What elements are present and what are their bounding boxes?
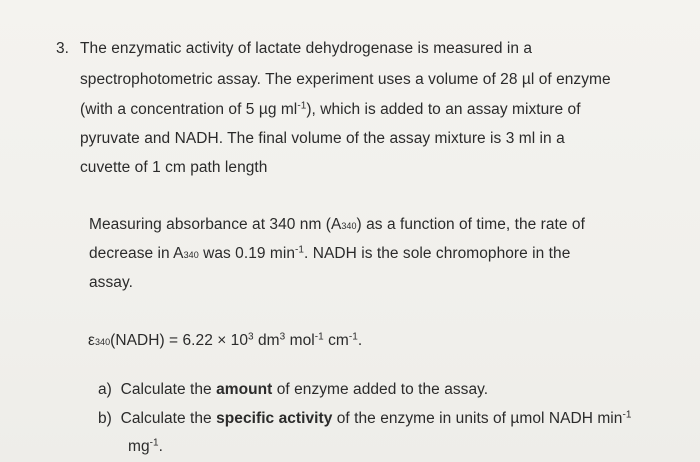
eq-a: (NADH) = 6.22 × 10 <box>110 332 249 349</box>
para1-line3 <box>80 101 581 119</box>
eq-d: cm <box>323 332 349 349</box>
para1-line3-sup: -1 <box>297 100 307 112</box>
question-number: 3. <box>56 40 69 57</box>
part-b-label: b) <box>98 410 112 427</box>
eq-sup1: 3 <box>248 331 254 343</box>
eq-c: mol <box>285 332 315 349</box>
eq-sup3: -1 <box>314 331 324 343</box>
part-b-cont-sup: -1 <box>149 437 159 449</box>
part-a-bold: amount <box>216 381 273 398</box>
para1-line1: The enzymatic activity of lactate dehydrogenase is measured in a <box>80 40 533 57</box>
eq-b: dm <box>253 332 280 349</box>
eq-sup2: 3 <box>279 331 286 343</box>
para2-line2-sup: -1 <box>295 244 305 256</box>
para2-line1-b: ) as a function of time, the rate of <box>356 216 585 233</box>
eq-epsilon: ε <box>88 332 95 349</box>
para2-line1-a: Measuring absorbance at 340 nm (A <box>89 216 342 233</box>
part-b <box>98 410 631 428</box>
part-a-label: a) <box>98 381 112 398</box>
para1-line4: pyruvate and NADH. The final volume of the assay mixture is 3 ml in a <box>80 130 565 147</box>
para2-line3: assay. <box>89 274 133 291</box>
eq-epsilon-sub: 340 <box>94 337 111 347</box>
part-a <box>98 381 488 399</box>
eq-sup4: -1 <box>348 331 358 343</box>
para2-line2 <box>89 245 570 263</box>
para2-line2-c: . NADH is the sole chromophore in the <box>304 245 571 262</box>
part-b-continuation <box>128 438 163 456</box>
part-b-post: of the enzyme in units of µmol NADH min <box>332 410 623 427</box>
para1-line2: spectrophotometric assay. The experiment uses a volume of 28 µl of enzyme <box>80 71 611 88</box>
part-a-post: of enzyme added to the assay. <box>272 381 489 398</box>
para2-line2-sub: 340 <box>183 250 199 260</box>
eq-e: . <box>357 332 363 349</box>
part-b-cont: mg <box>128 438 150 455</box>
extinction-equation <box>88 332 362 350</box>
para2-line1 <box>89 216 585 234</box>
para1-line3-after: ), which is added to an assay mixture of <box>306 101 581 118</box>
para2-line2-a: decrease in A <box>89 245 184 262</box>
part-b-pre: Calculate the <box>120 410 217 427</box>
para1-line5: cuvette of 1 cm path length <box>80 159 268 176</box>
part-b-end: . <box>158 438 163 455</box>
para1-line3-before: (with a concentration of 5 µg ml <box>80 101 298 118</box>
para2-line2-b: was 0.19 min <box>198 245 296 262</box>
part-b-sup: -1 <box>622 409 632 421</box>
para2-line1-sub: 340 <box>341 221 357 231</box>
part-b-bold: specific activity <box>216 410 333 427</box>
part-a-pre: Calculate the <box>120 381 217 398</box>
